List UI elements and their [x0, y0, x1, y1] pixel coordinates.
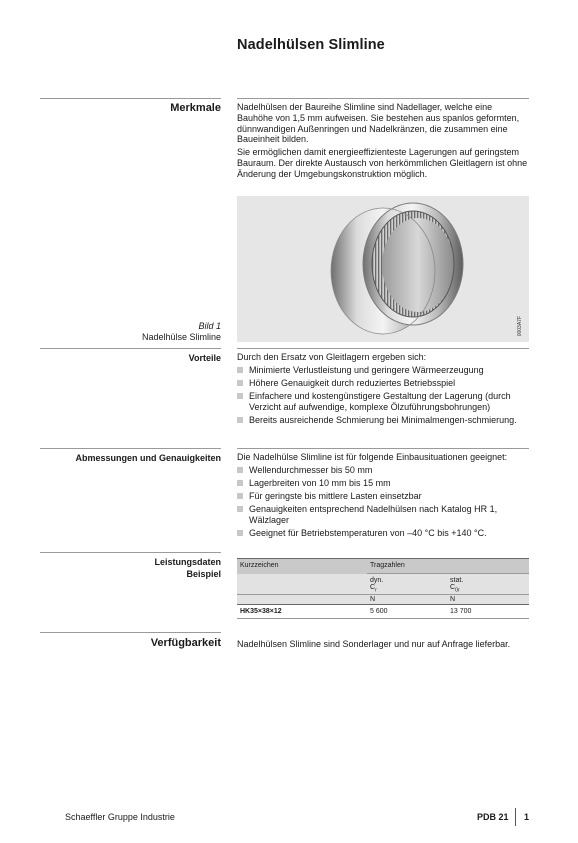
section-divider — [237, 348, 529, 349]
figure-caption: Nadelhülse Slimline — [141, 332, 221, 342]
section-divider — [237, 448, 529, 449]
footer-separator — [515, 808, 516, 826]
table-subheader-row — [237, 574, 529, 595]
vorteile-heading: Vorteile — [188, 353, 221, 363]
abmessungen-intro: Die Nadelhülse Slimline ist für folgende Einbausituationen geeignet: — [237, 452, 508, 462]
dyn-symbol — [370, 584, 444, 593]
row-kurzzeichen: HK35×38×12 — [240, 608, 282, 616]
vorteile-text — [237, 352, 529, 428]
table-units-row — [237, 595, 529, 605]
column-header-tragzahlen: Tragzahlen — [370, 562, 405, 569]
table-row — [237, 605, 529, 619]
section-divider — [40, 552, 221, 553]
needle-bushing-illustration — [237, 196, 529, 342]
list-item: Einfachere und kostengünstigere Gestaltung der Lagerung (durch Verzicht auf aufwendige, komplexe Ölzuführungsbohrungen) — [237, 391, 529, 413]
list-item: Höhere Genauigkeit durch reduziertes Betriebsspiel — [237, 378, 529, 389]
section-divider — [40, 632, 221, 633]
leistung-heading — [40, 556, 221, 580]
dyn-symbol-letter: C — [370, 584, 376, 591]
verfuegbarkeit-heading: Verfügbarkeit — [150, 637, 221, 649]
list-item: Genauigkeiten entsprechend Nadelhülsen nach Katalog HR 1, Wälzlager — [237, 504, 529, 526]
bearing-figure — [237, 196, 529, 342]
abmessungen-list — [237, 465, 529, 539]
section-divider — [40, 448, 221, 449]
verfuegbarkeit-text: Nadelhülsen Slimline sind Sonderlager und nur auf Anfrage lieferbar. — [237, 639, 511, 649]
vorteile-intro: Durch den Ersatz von Gleitlagern ergeben sich: — [237, 352, 427, 362]
merkmale-paragraph-2: Sie ermöglichen damit energieeffizienteste Lagerungen auf geringstem Bauraum. Der direkte Austausch von herkömmlichen Gleitlagern ist ohne Änderung der Umgebungskonstruktion möglich. — [237, 147, 528, 179]
list-item: Minimierte Verlustleistung und geringere Wärmeerzeugung — [237, 365, 529, 376]
footer-company: Schaeffler Gruppe Industrie — [65, 812, 175, 822]
dyn-label: dyn. — [370, 577, 384, 584]
section-divider — [40, 348, 221, 349]
figure-code: 0003A7F — [517, 315, 523, 336]
column-header-stat — [447, 574, 529, 595]
column-header-dyn — [367, 574, 447, 595]
unit-stat: N — [450, 596, 456, 604]
stat-symbol-sub: 0r — [455, 587, 460, 594]
list-item: Bereits ausreichende Schmierung bei Minimalmengen-schmierung. — [237, 415, 529, 426]
figure-label: Bild 1 — [198, 321, 221, 331]
footer-doc-id: PDB 21 — [477, 812, 509, 822]
section-divider — [40, 98, 221, 99]
merkmale-heading: Merkmale — [170, 102, 221, 114]
stat-label: stat. — [450, 577, 464, 584]
list-item: Lagerbreiten von 10 mm bis 15 mm — [237, 478, 529, 489]
merkmale-text — [237, 102, 529, 182]
footer-page-number: 1 — [524, 812, 530, 822]
row-stat: 13 700 — [450, 608, 472, 616]
abmessungen-heading: Abmessungen und Genauigkeiten — [75, 453, 221, 463]
row-dyn: 5 600 — [370, 608, 388, 616]
list-item: Für geringste bis mittlere Lasten einsetzbar — [237, 491, 529, 502]
dyn-symbol-sub: r — [375, 587, 377, 594]
stat-symbol-letter: C — [450, 584, 456, 591]
abmessungen-text — [237, 452, 529, 541]
list-item: Geeignet für Betriebstemperaturen von –40 °C bis +140 °C. — [237, 528, 529, 539]
section-divider — [237, 98, 529, 99]
stat-symbol — [450, 584, 526, 593]
unit-dyn: N — [370, 596, 376, 604]
vorteile-list — [237, 365, 529, 426]
list-item: Wellendurchmesser bis 50 mm — [237, 465, 529, 476]
performance-table — [237, 558, 529, 619]
table-header-row — [237, 559, 529, 574]
leistung-heading-line1: Leistungsdaten — [154, 557, 221, 567]
column-header-kurzzeichen: Kurzzeichen — [240, 562, 279, 569]
leistung-heading-line2: Beispiel — [186, 569, 221, 579]
merkmale-paragraph-1: Nadelhülsen der Baureihe Slimline sind Nadellager, welche eine Bauhöhe von 1,5 mm aufweisen. Sie bestehen aus spanlos geformten, dünnwandigen Außenringen und Nadelkränzen, die zusammen eine Baueinheit bilden. — [237, 102, 520, 145]
page-title: Nadelhülsen Slimline — [237, 37, 385, 53]
